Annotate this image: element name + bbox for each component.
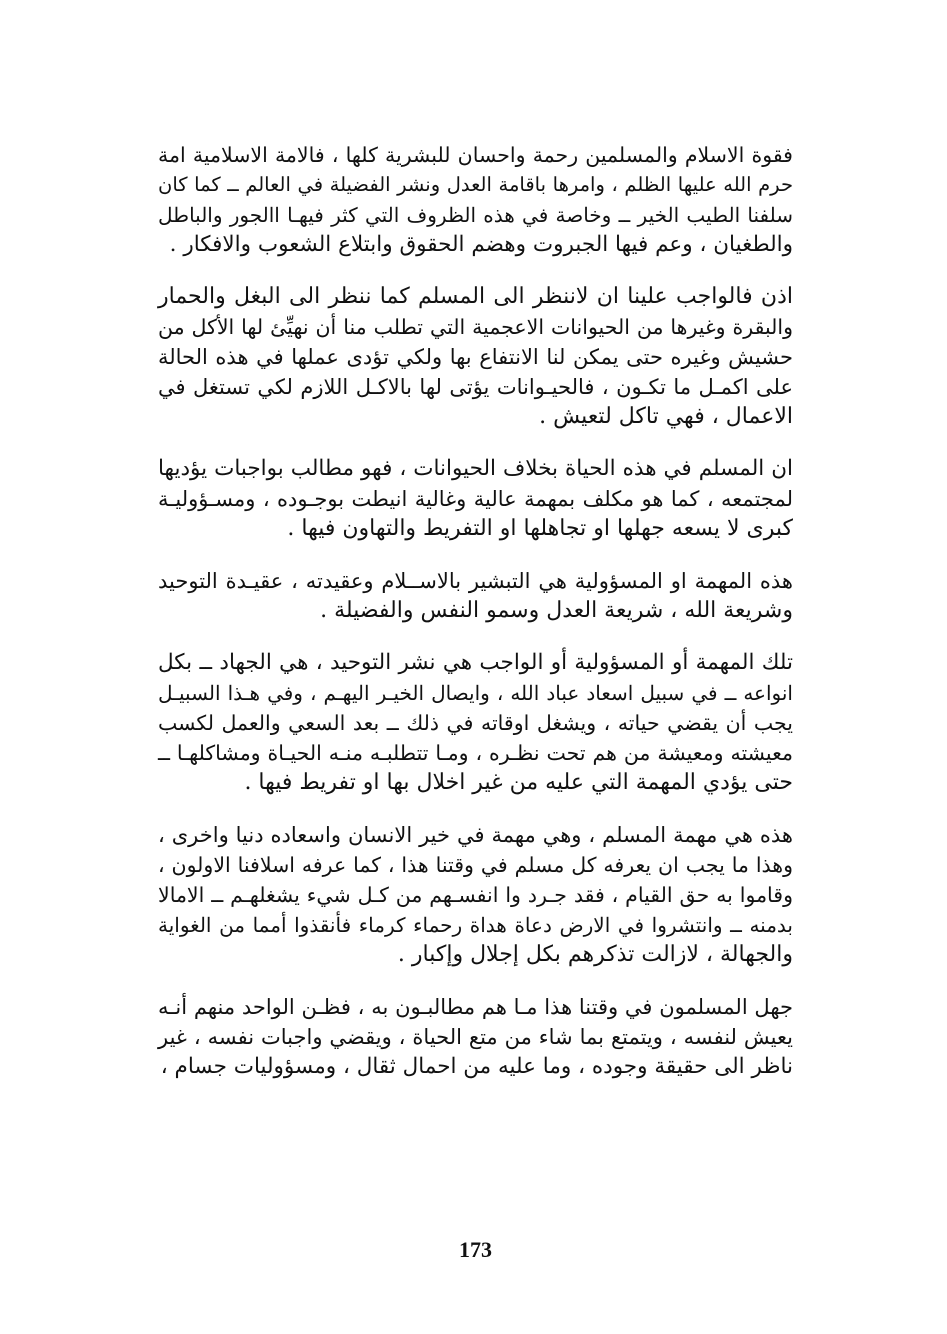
text-line: ان المسلم في هذه الحياة بخلاف الحيوانات ، فهو مطالب بواجبات يؤديها (158, 456, 793, 481)
text-line: حتى يؤدي المهمة التي عليه من غير اخلال بها او تفريط فيها . (244, 770, 793, 795)
text-line: لمجتمعه ، كما هو مكلف بمهمة عالية وغالية انيطت بوجـوده ، ومسـؤوليـة (158, 487, 793, 511)
text-line: سلفنا الطيب الخير ــ وخاصة في هذه الظروف التي كثر فيهـا االجور والباطل (158, 203, 793, 227)
text-line: جهل المسلمون في وقتنا هذا مـا هم مطالبـون به ، فظـن الواحد منهم أنـه (158, 995, 793, 1019)
book-page (158, 140, 793, 1320)
text-line: على اكمـل ما تكـون ، فالحيـوانات يؤتى لها بالاكـل اللازم لكي تستغل في (158, 375, 793, 399)
text-line: معيشته ومعيشة من هم تحت نظـره ، ومـا تتطلبـه منـه الحيـاة ومشاكلهـا ــ (158, 741, 793, 765)
body-text (158, 140, 793, 1082)
text-line: هذه المهمة او المسؤولية هي التبشير بالاســلام وعقيدته ، عقيـدة التوحيد (158, 569, 793, 593)
text-line: وقاموا به حق القيام ، فقد جـرد وا انفسـهم من كـل شيء يشغلهـم ــ الامالا (158, 883, 793, 907)
paragraph (158, 992, 793, 1082)
text-line: يجب أن يقضي حياته ، ويشغل اوقاته في ذلك ــ بعد السعي والعمل لكسب (158, 711, 793, 735)
text-line: تلك المهمة أو المسؤولية أو الواجب هي نشر التوحيد ، هي الجهاد ــ بكل (158, 650, 793, 675)
text-line: فقوة الاسلام والمسلمين رحمة واحسان للبشرية كلها ، فالامة الاسلامية امة (158, 143, 793, 167)
paragraph (158, 648, 793, 798)
text-line: والبقرة وغيرها من الحيوانات الاعجمية التي تطلب منا أن نهيِّئ لها الأكل من (158, 315, 793, 339)
text-line: كبرى لا يسعه جهلها او تجاهلها او التفريط والتهاون فيها . (287, 516, 793, 541)
text-line: يعيش لنفسه ، ويتمتع بما شاء من متع الحياة ، ويقضي واجبات نفسه ، غير (158, 1025, 793, 1049)
paragraph (158, 566, 793, 626)
text-line: وشريعة الله ، شريعة العدل وسمو النفس والفضيلة . (320, 598, 793, 623)
text-line: هذه هي مهمة المسلم ، وهي مهمة في خير الانسان واسعاده دنيا واخرى ، (158, 823, 793, 847)
text-line: انواعه ــ في سبيل اسعاد عباد الله ، وايصال الخيـر اليهـم ، وفي هـذا السبيـل (158, 681, 793, 705)
text-line: والطغيان ، وعم فيها الجبروت وهضم الحقوق وابتلاع الشعوب والافكار . (169, 232, 793, 257)
text-line: والجهالة ، لازالت تذكرهم بكل إجلال وإكبار . (397, 942, 793, 967)
text-line: اذن فالواجب علينا ان لاننظر الى المسلم كما ننظر الى البغل والحمار (158, 284, 793, 309)
text-line: ناظر الى حقيقة وجوده ، وما عليه من احمال ثقال ، ومسؤوليات جسام ، (160, 1054, 793, 1079)
page-number: 173 (459, 1237, 492, 1262)
paragraph (158, 140, 793, 260)
paragraph (158, 454, 793, 544)
paragraph (158, 820, 793, 970)
text-line: حرم الله عليها الظلم ، وامرها باقامة العدل ونشر الفضيلة في العالم ــ كما كان (158, 173, 794, 196)
text-line: وهذا ما يجب ان يعرفه كل مسلم في وقتنا هذا ، كما عرفه اسلافنا الاولون ، (158, 853, 793, 877)
text-line: حشيش وغيره حتى يمكن لنا الانتفاع بها ولكي تؤدى عملها في هذه الحالة (158, 345, 793, 369)
text-line: بدمنه ــ وانتشروا في الارض دعاة هداة رحماء كرماء فأنقذوا أمما من الغواية (158, 913, 793, 937)
paragraph (158, 282, 793, 432)
text-line: الاعمال ، فهي تاكل لتعيش . (539, 404, 793, 429)
